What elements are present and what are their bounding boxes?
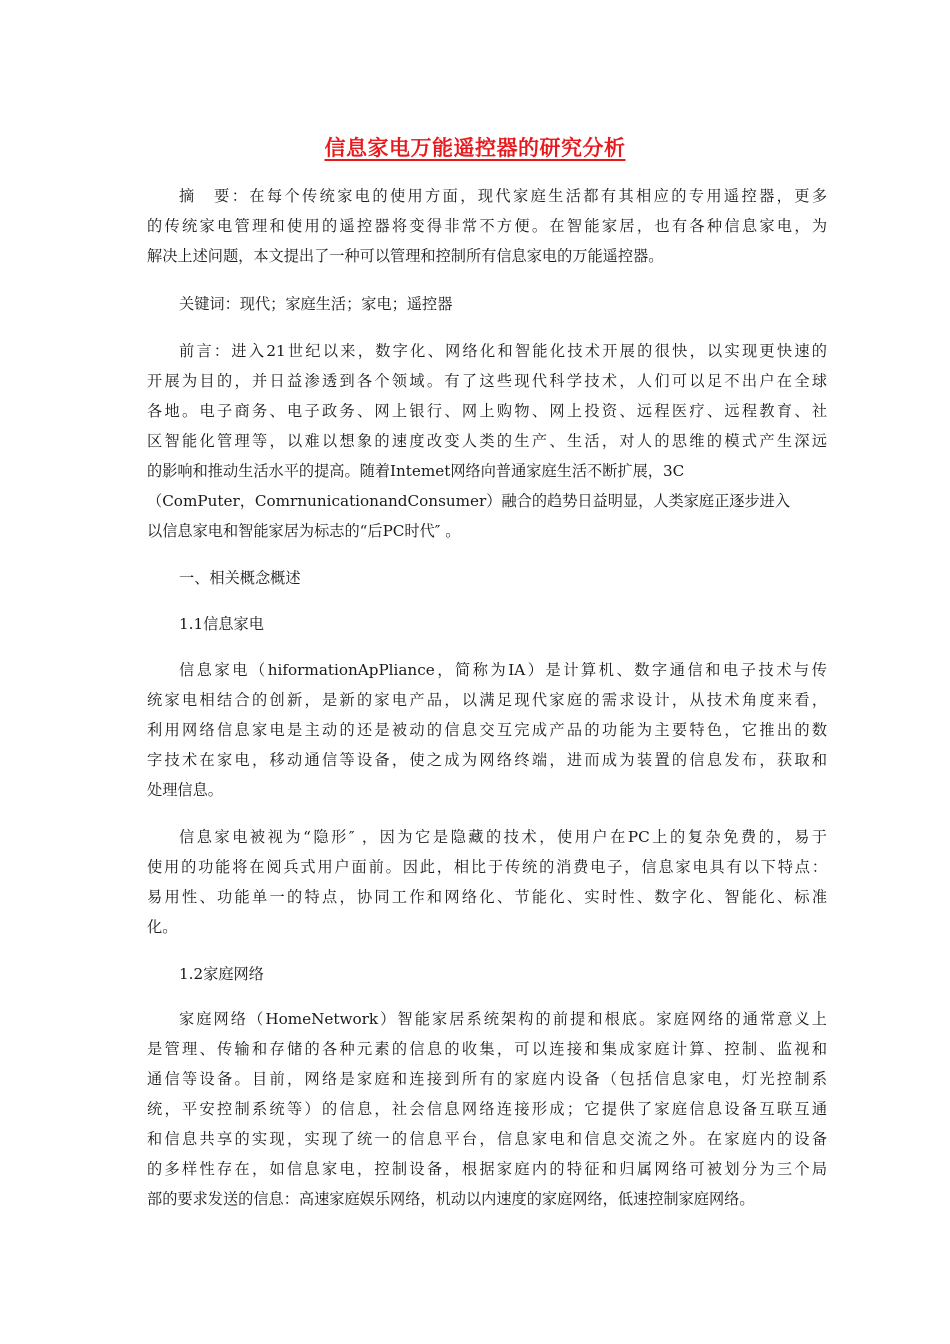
body-line: 化。 [147, 918, 178, 936]
preface-line: 开展为目的，并日益渗透到各个领域。有了这些现代科学技术，人们可以足不出户在全球 [147, 372, 827, 390]
section-heading: 一、相关概念概述 [179, 569, 301, 587]
document-title: 信息家电万能遥控器的研究分析 [324, 136, 626, 160]
abstract-line: 摘 要：在每个传统家电的使用方面，现代家庭生活都有其相应的专用遥控器，更多 [179, 187, 827, 205]
subsection-heading: 1.1信息家电 [179, 615, 264, 633]
body-line: 通信等设备。目前，网络是家庭和连接到所有的家庭内设备（包括信息家电，灯光控制系 [147, 1070, 827, 1088]
body-line: 统家电相结合的创新，是新的家电产品，以满足现代家庭的需求设计，从技术角度来看， [147, 691, 827, 709]
preface-line: 以信息家电和智能家居为标志的“后PC时代″ 。 [147, 522, 461, 540]
abstract-line: 解决上述问题，本文提出了一种可以管理和控制所有信息家电的万能遥控器。 [147, 247, 664, 265]
body-line: 信息家电被视为“隐形″ ，因为它是隐藏的技术，使用户在PC上的复杂免费的，易于 [179, 828, 827, 846]
body-line: 和信息共享的实现，实现了统一的信息平台，信息家电和信息交流之外。在家庭内的设备 [147, 1130, 827, 1148]
body-line: 利用网络信息家电是主动的还是被动的信息交互完成产品的功能为主要特色，它推出的数 [147, 721, 827, 739]
body-line: 家庭网络（HomeNetwork）智能家居系统架构的前提和根底。家庭网络的通常意义上 [179, 1010, 827, 1028]
preface-line: （ComPuter，ComrnunicationandConsumer）融合的趋势日益明显，人类家庭正逐步进入 [147, 492, 791, 510]
body-line: 字技术在家电，移动通信等设备，使之成为网络终端，进而成为装置的信息发布，获取和 [147, 751, 827, 769]
preface-line: 的影响和推动生活水平的提高。随着Intemet网络向普通家庭生活不断扩展，3C [147, 462, 685, 480]
subsection-heading: 1.2家庭网络 [179, 965, 264, 983]
preface-line: 区智能化管理等，以难以想象的速度改变人类的生产、生活，对人的思维的模式产生深远 [147, 432, 827, 450]
body-line: 是管理、传输和存储的各种元素的信息的收集，可以连接和集成家庭计算、控制、监视和 [147, 1040, 827, 1058]
keywords-line: 关键词：现代；家庭生活；家电；遥控器 [179, 295, 453, 313]
abstract-line: 的传统家电管理和使用的遥控器将变得非常不方便。在智能家居，也有各种信息家电，为 [147, 217, 827, 235]
body-line: 统，平安控制系统等）的信息，社会信息网络连接形成；它提供了家庭信息设备互联互通 [147, 1100, 827, 1118]
body-line: 信息家电（hiformationApPliance，简称为IA）是计算机、数字通信和电子技术与传 [179, 661, 827, 679]
body-line: 部的要求发送的信息：高速家庭娱乐网络，机动以内速度的家庭网络，低速控制家庭网络。 [147, 1190, 755, 1208]
body-line: 易用性、功能单一的特点，协同工作和网络化、节能化、实时性、数字化、智能化、标准 [147, 888, 827, 906]
body-line: 的多样性存在，如信息家电，控制设备，根据家庭内的特征和归属网络可被划分为三个局 [147, 1160, 827, 1178]
body-line: 处理信息。 [147, 781, 223, 799]
preface-line: 各地。电子商务、电子政务、网上银行、网上购物、网上投资、远程医疗、远程教育、社 [147, 402, 827, 420]
preface-line: 前言：进入21世纪以来，数字化、网络化和智能化技术开展的很快，以实现更快速的 [179, 342, 827, 360]
body-line: 使用的功能将在阅兵式用户面前。因此，相比于传统的消费电子，信息家电具有以下特点： [147, 858, 827, 876]
